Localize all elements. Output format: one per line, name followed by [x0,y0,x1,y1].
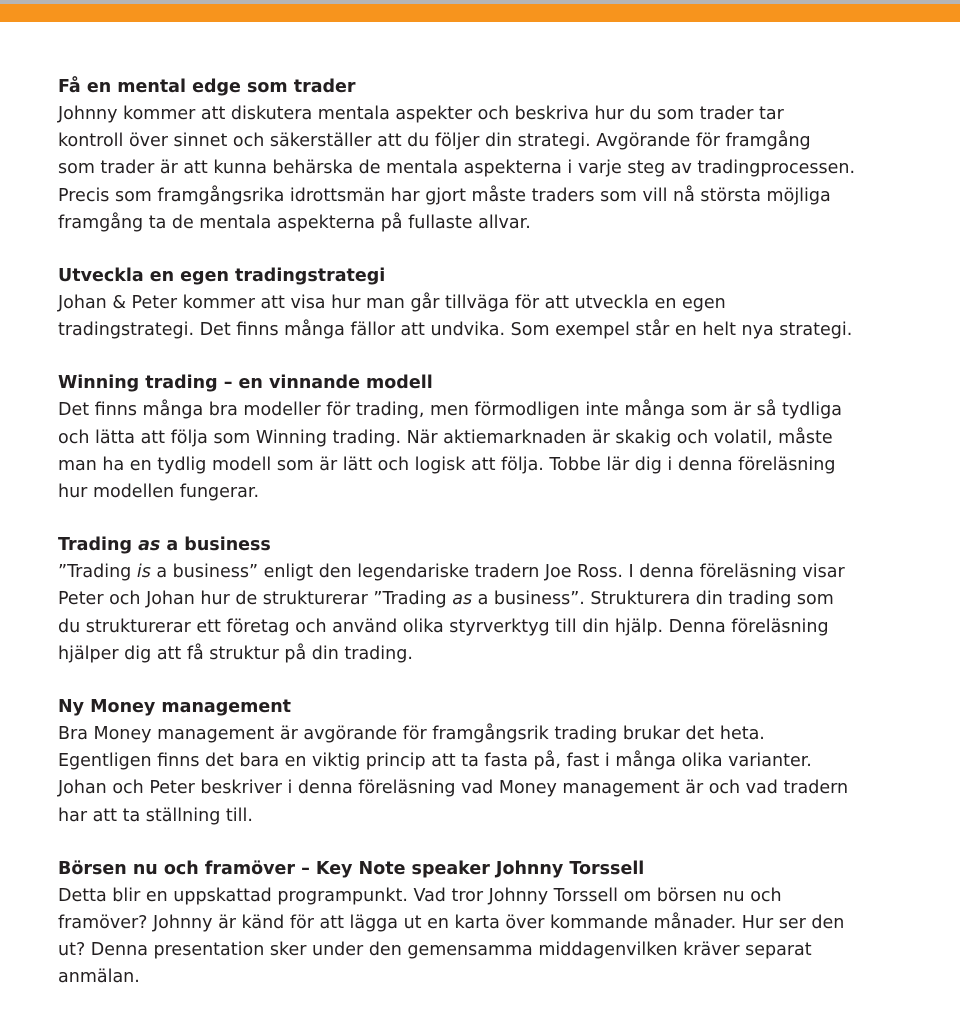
section-body [58,397,938,506]
body-line: du strukturerar ett företag och använd olika styrverktyg till din hjälp. Denna föreläsning [58,616,829,637]
section-body [58,559,938,668]
body-line: Detta blir en uppskattad programpunkt. Vad tror Johnny Torssell om börsen nu och [58,885,782,906]
body-line: har att ta ställning till. [58,805,253,826]
section-heading: Få en mental edge som trader [58,77,356,97]
body-line: Det finns många bra modeller för trading, men förmodligen inte många som är så tydliga [58,400,842,421]
text-part-italic: as [452,589,473,610]
heading-part: Trading [58,535,139,556]
section-borsen-nu [58,856,938,992]
body-line: Johan & Peter kommer att visa hur man går tillväga för att utveckla en egen [58,293,726,314]
section-body [58,101,938,237]
body-line: Bra Money management är avgörande för framgångsrik trading brukar det heta. [58,724,765,745]
text-part: a business”. Strukturera din trading som [472,589,834,610]
body-line: som trader är att kunna behärska de mentala aspekterna i varje steg av tradingprocessen. [58,158,856,179]
top-band-edge [0,0,960,4]
body-line: framöver? Johnny är känd för att lägga ut en karta över kommande månader. Hur ser den [58,913,845,934]
text-part: a business” enligt den legendariske tradern Joe Ross. I denna föreläsning visar [150,562,845,583]
text-part-italic: is [136,562,151,583]
body-line: framgång ta de mentala aspekterna på fullaste allvar. [58,212,531,233]
section-heading: Börsen nu och framöver – Key Note speaker Johnny Torssell [58,858,645,879]
section-winning-trading [58,370,938,506]
section-heading: Utveckla en egen tradingstrategi [58,266,386,287]
body-line: anmälan. [58,967,140,988]
body-line: och lätta att följa som Winning trading. När aktiemarknaden är skakig och volatil, måste [58,427,833,448]
body-line: hjälper dig att få struktur på din trading. [58,643,413,664]
section-body [58,290,938,344]
body-line: Egentligen finns det bara en viktig princip att ta fasta på, fast i många olika varianter. [58,751,812,772]
body-line [58,586,938,613]
body-line: hur modellen fungerar. [58,482,260,503]
section-mental-edge [58,74,938,237]
section-body [58,721,938,830]
text-part: ”Trading [58,562,137,583]
text-part: Peter och Johan hur de strukturerar ”Trading [58,589,453,610]
body-line: ut? Denna presentation sker under den gemensamma middagenvilken kräver separat [58,940,812,961]
heading-part-italic: as [138,535,161,556]
section-heading: Winning trading – en vinnande modell [58,373,433,394]
body-line [58,559,938,586]
section-trading-as-a-business [58,532,938,668]
heading-part: a business [160,535,271,556]
section-money-management [58,694,938,830]
section-heading [58,532,938,559]
body-line: man ha en tydlig modell som är lätt och logisk att följa. Tobbe lär dig i denna föreläsning [58,454,836,475]
section-body [58,883,938,992]
body-line: kontroll över sinnet och säkerställer att du följer din strategi. Avgörande för framgång [58,131,811,152]
body-line: Precis som framgångsrika idrottsmän har gjort måste traders som vill nå största möjliga [58,185,831,206]
body-line: tradingstrategi. Det finns många fällor att undvika. Som exempel står en helt nya strategi. [58,320,853,341]
body-line: Johnny kommer att diskutera mentala aspekter och beskriva hur du som trader tar [58,104,784,124]
document-content [58,74,938,1018]
section-tradingstrategi [58,263,938,344]
body-line: Johan och Peter beskriver i denna föreläsning vad Money management är och vad tradern [58,778,849,799]
section-heading: Ny Money management [58,697,292,718]
